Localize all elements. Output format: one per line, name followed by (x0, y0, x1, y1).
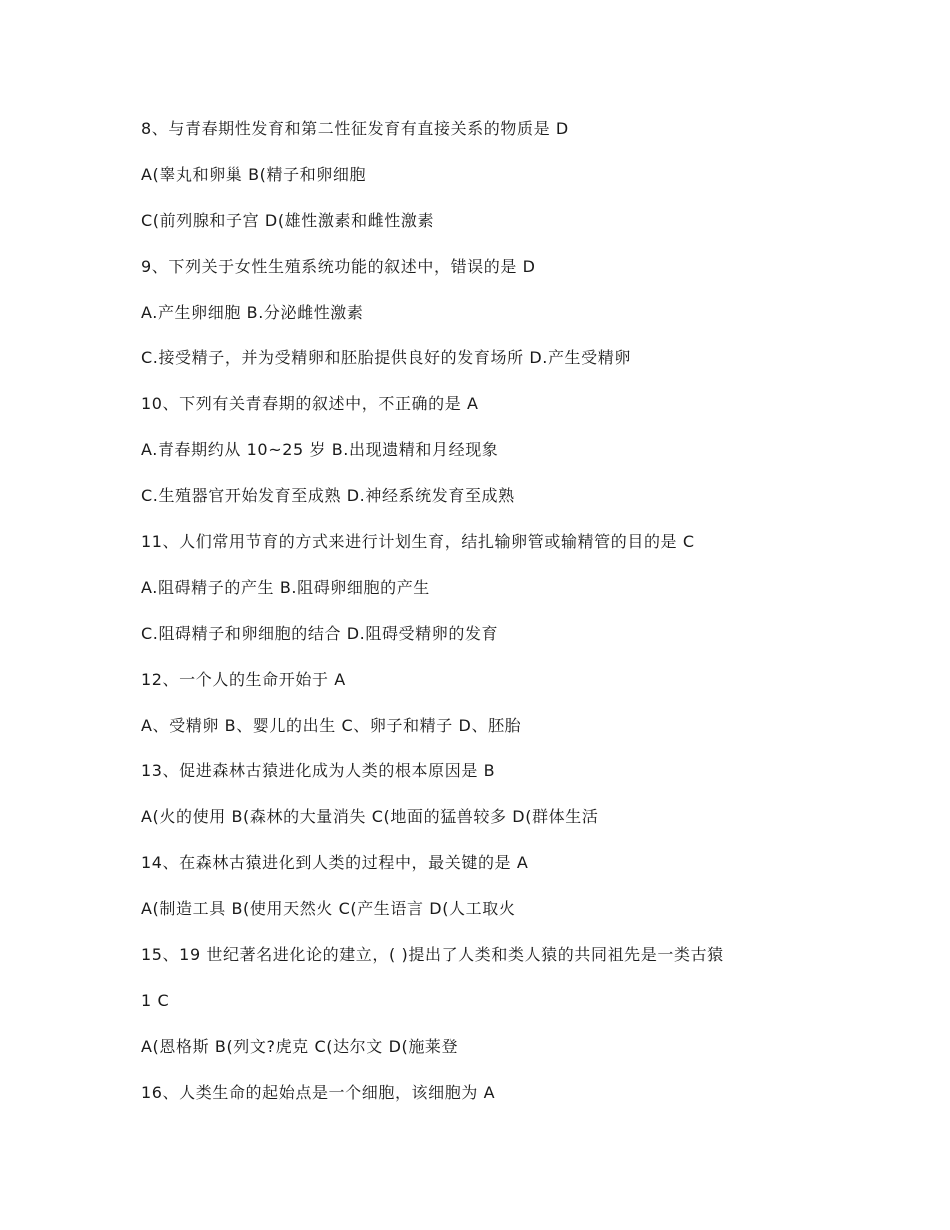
question-14: 14、在森林古猿进化到人类的过程中，最关键的是 A (141, 853, 529, 873)
question-8-options-cd: C(前列腺和子宫 D(雄性激素和雌性激素 (141, 210, 435, 230)
question-13: 13、促进森林古猿进化成为人类的根本原因是 B (141, 761, 496, 781)
question-11-options-ab: A.阻碍精子的产生 B.阻碍卵细胞的产生 (141, 577, 430, 597)
question-11: 11、人们常用节育的方式来进行计划生育，结扎输卵管或输精管的目的是 C (141, 532, 695, 552)
question-11-options-cd: C.阻碍精子和卵细胞的结合 D.阻碍受精卵的发育 (141, 623, 499, 643)
question-12: 12、一个人的生命开始于 A (141, 669, 346, 689)
question-12-options: A、受精卵 B、婴儿的出生 C、卵子和精子 D、胚胎 (141, 715, 522, 735)
question-15: 15、19 世纪著名进化论的建立，( )提出了人类和类人猿的共同祖先是一类古猿 (141, 945, 724, 965)
question-8-options-ab: A(睾丸和卵巢 B(精子和卵细胞 (141, 164, 367, 184)
question-9-options-ab: A.产生卵细胞 B.分泌雌性激素 (141, 302, 364, 322)
question-9-options-cd: C.接受精子，并为受精卵和胚胎提供良好的发育场所 D.产生受精卵 (141, 348, 631, 368)
question-10-options-cd: C.生殖器官开始发育至成熟 D.神经系统发育至成熟 (141, 486, 515, 506)
question-15-options: A(恩格斯 B(列文?虎克 C(达尔文 D(施莱登 (141, 1036, 459, 1056)
question-10-options-ab: A.青春期约从 10~25 岁 B.出现遗精和月经现象 (141, 440, 499, 460)
question-15-continuation: 1 C (141, 990, 170, 1010)
question-13-options: A(火的使用 B(森林的大量消失 C(地面的猛兽较多 D(群体生活 (141, 807, 599, 827)
question-16: 16、人类生命的起始点是一个细胞，该细胞为 A (141, 1082, 496, 1102)
text-body (141, 116, 901, 1126)
question-8: 8、与青春期性发育和第二性征发育有直接关系的物质是 D (141, 119, 569, 138)
question-14-options: A(制造工具 B(使用天然火 C(产生语言 D(人工取火 (141, 899, 516, 919)
question-9: 9、下列关于女性生殖系统功能的叙述中，错误的是 D (141, 256, 536, 276)
question-10: 10、下列有关青春期的叙述中，不正确的是 A (141, 394, 479, 414)
